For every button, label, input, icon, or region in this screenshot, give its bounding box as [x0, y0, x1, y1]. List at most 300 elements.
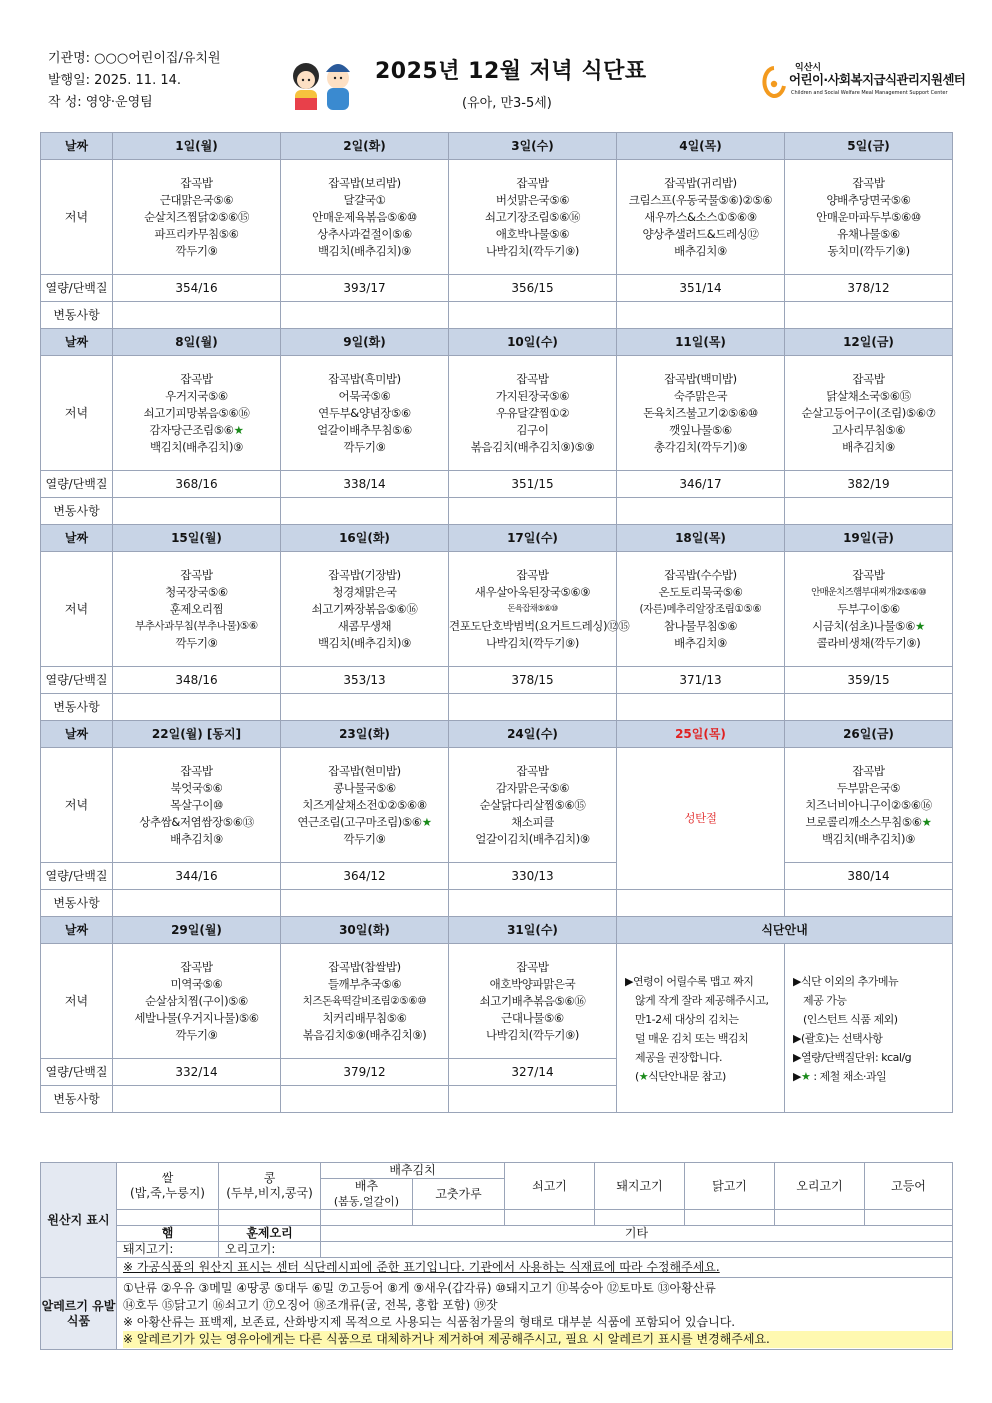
- star-icon: ★: [915, 618, 925, 633]
- day-header: 2일(화): [281, 133, 449, 160]
- menu-item: 두부구이⑤⑥: [837, 601, 900, 616]
- dinner-label: 저녁: [41, 356, 113, 471]
- menu-cell: [113, 356, 281, 471]
- day-header: 1일(월): [113, 133, 281, 160]
- menu-item: 잡곡밥: [516, 567, 549, 582]
- menu-item: 잡곡밥: [180, 567, 213, 582]
- changes-cell[interactable]: [617, 498, 785, 525]
- guide-notes-right: [785, 944, 953, 1113]
- menu-item: 깍두기⑨: [175, 1027, 218, 1042]
- origin-pork: 돼지고기: [595, 1163, 685, 1210]
- menu-item: 파프리카무침⑤⑥: [154, 226, 239, 241]
- menu-item: 백김치(배추김치)⑨: [821, 831, 916, 846]
- holiday-cell: [617, 748, 785, 890]
- changes-label: 변동사항: [41, 1086, 113, 1113]
- changes-cell[interactable]: [785, 694, 953, 721]
- dinner-row: [41, 356, 953, 471]
- dinner-row: [41, 944, 953, 1059]
- menu-item: 연두부&양념장⑤⑥: [318, 405, 411, 420]
- menu-item: 치즈돈육떡갈비조림②⑤⑥⑩: [302, 994, 427, 1007]
- origin-rice-sub: (밥,죽,누룽지): [130, 1186, 205, 1200]
- guide-note: (★식단안내문 참고): [635, 1070, 726, 1083]
- changes-cell[interactable]: [281, 694, 449, 721]
- calorie-value: 393/17: [281, 275, 449, 302]
- menu-cell: [785, 552, 953, 667]
- origin-pepper: 고춧가루: [413, 1179, 505, 1210]
- dinner-label: 저녁: [41, 552, 113, 667]
- menu-item: 잡곡밥: [180, 371, 213, 386]
- menu-item: 온도토리묵국⑤⑥: [658, 584, 743, 599]
- menu-item: 김구이: [516, 422, 549, 437]
- menu-item: 잡곡밥: [516, 763, 549, 778]
- menu-item: 양배추당면국⑤⑥: [826, 192, 911, 207]
- day-header: 9일(화): [281, 329, 449, 356]
- calorie-value: 382/19: [785, 471, 953, 498]
- menu-item: 잡곡밥(보리밥): [328, 175, 401, 190]
- menu-item: 잡곡밥: [516, 175, 549, 190]
- star-icon: ★: [421, 814, 432, 829]
- menu-item: 잡곡밥(현미밥): [328, 763, 401, 778]
- calorie-row: [41, 275, 953, 302]
- menu-item: 잡곡밥: [852, 763, 885, 778]
- menu-cell: [617, 356, 785, 471]
- menu-item: 쇠고기장조림⑤⑥⑯: [484, 209, 581, 224]
- issue-date: 발행일: 2025. 11. 14.: [48, 73, 182, 88]
- dinner-row: [41, 552, 953, 667]
- menu-item: 청경채맑은국: [332, 584, 397, 599]
- date-row: [41, 133, 953, 160]
- changes-cell[interactable]: [281, 1086, 449, 1113]
- calorie-label: 열량/단백질: [41, 275, 113, 302]
- menu-item: 크림스프(우동국물⑤⑥)②⑤⑥: [628, 192, 773, 207]
- menu-item: 견포도단호박범벅(요거트드레싱)⑫⑮: [449, 618, 630, 633]
- menu-item: 깻잎나물⑤⑥: [669, 422, 732, 437]
- allergy-line: ※ 아황산류는 표백제, 보존료, 산화방지제 목적으로 사용되는 식품첨가물의 형태로 대부분 식품에 포함되어 있습니다.: [123, 1314, 736, 1329]
- changes-cell[interactable]: [785, 302, 953, 329]
- changes-cell[interactable]: [281, 302, 449, 329]
- day-header: 31일(수): [449, 917, 617, 944]
- menu-item: 두부맑은국⑤: [836, 780, 901, 795]
- menu-item: 미역국⑤⑥: [170, 976, 223, 991]
- calorie-value: 353/13: [281, 667, 449, 694]
- menu-item: 채소피클: [511, 814, 554, 829]
- menu-item: 세발나물(우거지나물)⑤⑥: [134, 1010, 259, 1025]
- origin-cabbage: [321, 1179, 413, 1210]
- origin-mackerel: 고등어: [865, 1163, 953, 1210]
- menu-item: 깍두기⑨: [343, 831, 386, 846]
- menu-cell: [449, 944, 617, 1059]
- menu-cell: [785, 160, 953, 275]
- calorie-label: 열량/단백질: [41, 471, 113, 498]
- origin-chicken: 닭고기: [685, 1163, 775, 1210]
- origin-cabbage-sub: (봄동,얼갈이): [333, 1195, 400, 1208]
- date-row: [41, 721, 953, 748]
- menu-item: 새콤무생채: [337, 618, 392, 633]
- menu-cell: [281, 552, 449, 667]
- menu-cell: [113, 944, 281, 1059]
- origin-rice: [117, 1163, 219, 1210]
- menu-item: 우거지국⑤⑥: [165, 388, 228, 403]
- kids-illustration-icon: [286, 54, 360, 112]
- menu-item: 훈제오리찜: [169, 601, 224, 616]
- guide-note: ▶연령이 어릴수록 맵고 짜지: [625, 975, 754, 988]
- guide-note: 덜 매운 김치 또는 백김치: [635, 1032, 749, 1045]
- guide-notes-left: [617, 944, 785, 1113]
- menu-item: 어묵국⑤⑥: [338, 388, 391, 403]
- menu-item: 잡곡밥: [180, 763, 213, 778]
- changes-cell[interactable]: [449, 302, 617, 329]
- changes-cell[interactable]: [113, 1086, 281, 1113]
- menu-item: 연근조림(고구마조림)⑤⑥★: [297, 814, 432, 829]
- calorie-value: 344/16: [113, 863, 281, 890]
- page-header: [0, 0, 992, 128]
- origin-etc: 기타: [321, 1226, 953, 1242]
- menu-cell: [281, 944, 449, 1059]
- menu-item: 순살치즈찜닭②⑤⑥⑮: [143, 209, 250, 224]
- header-info: [48, 48, 221, 114]
- menu-item: 순살닭다리살찜⑤⑥⑮: [479, 797, 586, 812]
- logo-english: Children and Social Welfare Meal Management Support Center: [791, 90, 948, 96]
- changes-cell[interactable]: [785, 890, 953, 917]
- menu-item: 참나물무침⑤⑥: [663, 618, 738, 633]
- calorie-value: 351/15: [449, 471, 617, 498]
- menu-cell: [113, 748, 281, 863]
- date-row: [41, 917, 953, 944]
- calorie-value: 330/13: [449, 863, 617, 890]
- dinner-label: 저녁: [41, 160, 113, 275]
- calorie-value: 368/16: [113, 471, 281, 498]
- center-logo: [762, 60, 966, 108]
- origin-note-cell: [117, 1258, 953, 1278]
- menu-cell: [449, 356, 617, 471]
- menu-item: 안매운치즈햄부대찌개②⑤⑥⑩: [811, 586, 926, 598]
- calorie-label: 열량/단백질: [41, 667, 113, 694]
- day-header: 15일(월): [113, 525, 281, 552]
- guide-note: 제공을 권장합니다.: [635, 1051, 723, 1064]
- menu-item: 잡곡밥(귀리밥): [664, 175, 737, 190]
- allergy-warning: ※ 알레르기가 있는 영유아에게는 다른 식품으로 대체하거나 제거하여 제공해주시고, 필요 시 알레르기 표시를 변경해주세요.: [123, 1331, 952, 1348]
- origin-input[interactable]: [117, 1210, 219, 1226]
- holiday-name: 성탄절: [684, 811, 717, 825]
- changes-cell[interactable]: [281, 890, 449, 917]
- dinner-row: [41, 748, 953, 863]
- origin-input[interactable]: [413, 1210, 505, 1226]
- changes-cell[interactable]: [113, 694, 281, 721]
- calorie-value: 379/12: [281, 1059, 449, 1086]
- menu-cell: [281, 160, 449, 275]
- changes-cell[interactable]: [617, 694, 785, 721]
- menu-item: (자른)메추리알장조림①⑤⑥: [639, 602, 762, 615]
- menu-item: 감자맑은국⑤⑥: [495, 780, 570, 795]
- changes-cell[interactable]: [449, 694, 617, 721]
- date-label: 날짜: [41, 917, 113, 944]
- menu-item: 백김치(배추김치)⑨: [317, 243, 412, 258]
- menu-item: 나박김치(깍두기⑨): [485, 635, 580, 650]
- menu-item: 버섯맑은국⑤⑥: [495, 192, 570, 207]
- menu-table: [40, 132, 953, 1113]
- menu-item: 닭살채소국⑤⑥⑮: [826, 388, 911, 403]
- origin-input[interactable]: [505, 1210, 595, 1226]
- allergy-line: ①난류 ②우유 ③메밀 ④땅콩 ⑤대두 ⑥밀 ⑦고등어 ⑧게 ⑨새우(갑각류) ⑩돼지고기 ⑪복숭아 ⑫토마토 ⑬아황산류: [123, 1280, 716, 1295]
- guide-header: 식단안내: [617, 917, 953, 944]
- logo-city: 익산시: [795, 63, 822, 73]
- page-subtitle: (유아, 만3-5세): [462, 96, 552, 111]
- menu-item: 얼갈이김치(배추김치)⑨: [475, 831, 590, 846]
- menu-item: 배추김치⑨: [842, 439, 895, 454]
- calorie-row: [41, 667, 953, 694]
- menu-item: 달걀국①: [343, 192, 386, 207]
- changes-row: [41, 694, 953, 721]
- menu-item: 잡곡밥(흑미밥): [328, 371, 401, 386]
- menu-item: 잡곡밥(백미밥): [664, 371, 737, 386]
- origin-cabbage-label: 배추: [354, 1179, 379, 1193]
- day-header: 23일(화): [281, 721, 449, 748]
- changes-cell[interactable]: [113, 498, 281, 525]
- day-header: 18일(목): [617, 525, 785, 552]
- changes-cell[interactable]: [113, 890, 281, 917]
- menu-cell: [785, 748, 953, 863]
- changes-row: [41, 302, 953, 329]
- guide-note: 제공 가능: [803, 994, 847, 1007]
- guide-note: (인스턴트 식품 제외): [803, 1013, 898, 1026]
- calorie-value: 380/14: [785, 863, 953, 890]
- menu-item: 상추쌈&저염쌈장⑤⑥⑬: [139, 814, 254, 829]
- allergy-content: [117, 1278, 953, 1350]
- menu-item: 총각김치(깍두기)⑨: [653, 439, 748, 454]
- menu-item: 잡곡밥: [180, 959, 213, 974]
- origin-bean-sub: (두부,비지,콩국): [226, 1186, 313, 1200]
- guide-note: 만1-2세 대상의 김치는: [635, 1013, 739, 1026]
- day-header: 29일(월): [113, 917, 281, 944]
- star-icon: ★: [233, 422, 244, 437]
- menu-item: 순살고등어구이(조림)⑤⑥⑦: [801, 405, 936, 420]
- origin-input[interactable]: [685, 1210, 775, 1226]
- menu-cell: [617, 552, 785, 667]
- day-header: 5일(금): [785, 133, 953, 160]
- origin-allergy-table: [40, 1162, 953, 1350]
- day-header: 4일(목): [617, 133, 785, 160]
- star-icon: ★: [921, 814, 932, 829]
- day-header: 24일(수): [449, 721, 617, 748]
- menu-item: 백김치(배추김치)⑨: [149, 439, 244, 454]
- calorie-label: 열량/단백질: [41, 863, 113, 890]
- origin-ham: 햄: [117, 1226, 219, 1242]
- menu-item: 잡곡밥: [516, 371, 549, 386]
- star-icon: ★: [638, 1070, 649, 1083]
- calorie-value: 371/13: [617, 667, 785, 694]
- calorie-value: 351/14: [617, 275, 785, 302]
- menu-item: 콩나물국⑤⑥: [333, 780, 396, 795]
- changes-label: 변동사항: [41, 694, 113, 721]
- date-row: [41, 525, 953, 552]
- menu-item: 순살삼치찜(구이)⑤⑥: [145, 993, 248, 1008]
- menu-cell: [785, 356, 953, 471]
- menu-item: 안매운제육볶음⑤⑥⑩: [312, 209, 417, 224]
- day-header-holiday: 25일(목): [617, 721, 785, 748]
- menu-item: 치즈너비아니구이②⑤⑥⑯: [805, 797, 932, 812]
- changes-label: 변동사항: [41, 890, 113, 917]
- changes-label: 변동사항: [41, 498, 113, 525]
- origin-input[interactable]: [595, 1210, 685, 1226]
- calorie-value: 348/16: [113, 667, 281, 694]
- origin-etc-input[interactable]: [321, 1242, 953, 1258]
- changes-cell[interactable]: [617, 890, 785, 917]
- origin-smoked-duck-input: 오리고기:: [219, 1242, 321, 1258]
- date-label: 날짜: [41, 133, 113, 160]
- menu-item: 숙주맑은국: [673, 388, 728, 403]
- day-header: 16일(화): [281, 525, 449, 552]
- menu-cell: [281, 356, 449, 471]
- origin-input[interactable]: [775, 1210, 865, 1226]
- origin-section-label: 원산지 표시: [41, 1163, 117, 1278]
- menu-item: 시금치(섬초)나물⑤⑥★: [812, 618, 925, 633]
- changes-cell[interactable]: [449, 890, 617, 917]
- allergy-section-label: 알레르기 유발식품: [41, 1278, 117, 1350]
- origin-rice-label: 쌀: [161, 1171, 174, 1185]
- menu-item: 고사리무침⑤⑥: [831, 422, 906, 437]
- origin-bean: [219, 1163, 321, 1210]
- menu-item: 깍두기⑨: [175, 243, 218, 258]
- menu-cell: [449, 552, 630, 667]
- origin-beef: 쇠고기: [505, 1163, 595, 1210]
- menu-item: 동치미(깍두기⑨): [827, 243, 910, 258]
- allergy-line: ⑭호두 ⑮닭고기 ⑯쇠고기 ⑰오징어 ⑱조개류(굴, 전복, 홍합 포함) ⑲잣: [123, 1297, 498, 1312]
- day-header: 30일(화): [281, 917, 449, 944]
- menu-item: 부추사과무침(부추나물)⑤⑥: [135, 619, 258, 632]
- menu-item: 깍두기⑨: [175, 635, 218, 650]
- menu-item: 나박김치(깍두기⑨): [485, 243, 580, 258]
- calorie-label: 열량/단백질: [41, 1059, 113, 1086]
- menu-item: 청국장국⑤⑥: [165, 584, 228, 599]
- day-header: 26일(금): [785, 721, 953, 748]
- menu-item: 목살구이⑩: [170, 797, 223, 812]
- menu-item: 배추김치⑨: [674, 635, 727, 650]
- changes-cell[interactable]: [617, 302, 785, 329]
- menu-item: 쇠고기배추볶음⑤⑥⑯: [479, 993, 586, 1008]
- calorie-value: 327/14: [449, 1059, 617, 1086]
- center-logo-icon: [762, 64, 786, 100]
- guide-note: 않게 작게 잘라 제공해주시고,: [635, 994, 769, 1007]
- calorie-value: 359/15: [785, 667, 953, 694]
- menu-item: 백김치(배추김치)⑨: [317, 635, 412, 650]
- calorie-value: 378/15: [449, 667, 617, 694]
- calorie-row: [41, 471, 953, 498]
- changes-cell[interactable]: [449, 498, 617, 525]
- logo-name: 어린이·사회복지급식관리지원센터: [789, 72, 966, 87]
- date-label: 날짜: [41, 525, 113, 552]
- origin-input[interactable]: [219, 1210, 321, 1226]
- dinner-label: 저녁: [41, 748, 113, 863]
- menu-item: 감자당근조림⑤⑥★: [149, 422, 244, 437]
- origin-input[interactable]: [321, 1210, 413, 1226]
- menu-item: 새우까스&소스①⑤⑥⑨: [644, 209, 757, 224]
- changes-cell[interactable]: [281, 498, 449, 525]
- menu-item: 잡곡밥(찹쌀밥): [328, 959, 401, 974]
- day-header: 22일(월) [동지]: [113, 721, 281, 748]
- menu-cell: [113, 160, 281, 275]
- dinner-label: 저녁: [41, 944, 113, 1059]
- menu-item: 쇠고기피망볶음⑤⑥⑯: [143, 405, 250, 420]
- calorie-value: 364/12: [281, 863, 449, 890]
- origin-smoked-duck: 훈제오리: [219, 1226, 321, 1242]
- day-header: 11일(목): [617, 329, 785, 356]
- day-header: 3일(수): [449, 133, 617, 160]
- menu-item: 볶음김치⑤⑨(배추김치⑨): [302, 1027, 427, 1042]
- menu-item: 깍두기⑨: [343, 439, 386, 454]
- menu-item: 잡곡밥(기장밥): [328, 567, 401, 582]
- date-row: [41, 329, 953, 356]
- changes-row: [41, 890, 953, 917]
- changes-cell[interactable]: [785, 498, 953, 525]
- guide-note: ▶★ : 제철 채소·과일: [793, 1070, 887, 1083]
- menu-item: 치커리배무침⑤⑥: [322, 1010, 407, 1025]
- org-label: 기관명: ○○○어린이집/유치원: [48, 51, 221, 66]
- menu-item: 양상추샐러드&드레싱⑫: [642, 226, 759, 241]
- day-header: 8일(월): [113, 329, 281, 356]
- menu-item: 브로콜리깨소스무침⑤⑥★: [805, 814, 932, 829]
- calorie-value: 356/15: [449, 275, 617, 302]
- calorie-value: 338/14: [281, 471, 449, 498]
- origin-note: ※ 가공식품의 원산지 표시는 센터 식단레시피에 준한 표기입니다. 기관에서 사용하는 식재료에 따라 수정해주세요.: [123, 1260, 720, 1274]
- menu-cell: [617, 160, 785, 275]
- menu-item: 우유달걀찜①②: [495, 405, 570, 420]
- menu-item: 잡곡밥(수수밥): [664, 567, 737, 582]
- calorie-value: 332/14: [113, 1059, 281, 1086]
- menu-item: 잡곡밥: [516, 959, 549, 974]
- menu-item: 상추사과겉절이⑤⑥: [317, 226, 412, 241]
- menu-item: 북엇국⑤⑥: [170, 780, 223, 795]
- guide-note: ▶(괄호)는 선택사항: [793, 1032, 883, 1045]
- menu-item: 나박김치(깍두기⑨): [485, 1027, 580, 1042]
- menu-item: 돈육잡채⑤⑥⑩: [507, 603, 558, 614]
- menu-item: 유채나물⑤⑥: [837, 226, 900, 241]
- calorie-value: 346/17: [617, 471, 785, 498]
- menu-item: 잡곡밥: [852, 175, 885, 190]
- menu-item: 쇠고기짜장볶음⑤⑥⑯: [311, 601, 418, 616]
- changes-label: 변동사항: [41, 302, 113, 329]
- author-label: 작 성: 영양·운영팀: [48, 95, 153, 110]
- menu-item: 근대맑은국⑤⑥: [159, 192, 234, 207]
- menu-item: 치즈게살채소전①②⑤⑥⑧: [302, 797, 427, 812]
- changes-cell[interactable]: [113, 302, 281, 329]
- menu-cell: [281, 748, 449, 863]
- changes-row: [41, 498, 953, 525]
- date-label: 날짜: [41, 721, 113, 748]
- menu-item: 콜라비생채(깍두기⑨): [816, 635, 921, 650]
- menu-item: 근대나물⑤⑥: [501, 1010, 564, 1025]
- day-header: 10일(수): [449, 329, 617, 356]
- origin-input[interactable]: [865, 1210, 953, 1226]
- origin-bean-label: 콩: [263, 1171, 276, 1185]
- calorie-value: 354/16: [113, 275, 281, 302]
- dinner-row: [41, 160, 953, 275]
- menu-item: 애호박양파맑은국: [489, 976, 576, 991]
- changes-cell[interactable]: [449, 1086, 617, 1113]
- menu-cell: [449, 160, 617, 275]
- star-icon: ★: [800, 1070, 811, 1083]
- menu-item: 볶음김치(배추김치⑨)⑤⑨: [470, 439, 595, 454]
- menu-item: 안매운마파두부⑤⑥⑩: [816, 209, 921, 224]
- menu-item: 잡곡밥: [180, 175, 213, 190]
- date-label: 날짜: [41, 329, 113, 356]
- calorie-row: [41, 863, 953, 890]
- menu-item: 들깨부추국⑤⑥: [327, 976, 402, 991]
- day-header: 12일(금): [785, 329, 953, 356]
- menu-item: 가지된장국⑤⑥: [495, 388, 570, 403]
- guide-note: ▶식단 이외의 추가메뉴: [793, 975, 899, 988]
- calorie-value: 378/12: [785, 275, 953, 302]
- menu-item: 애호박나물⑤⑥: [495, 226, 570, 241]
